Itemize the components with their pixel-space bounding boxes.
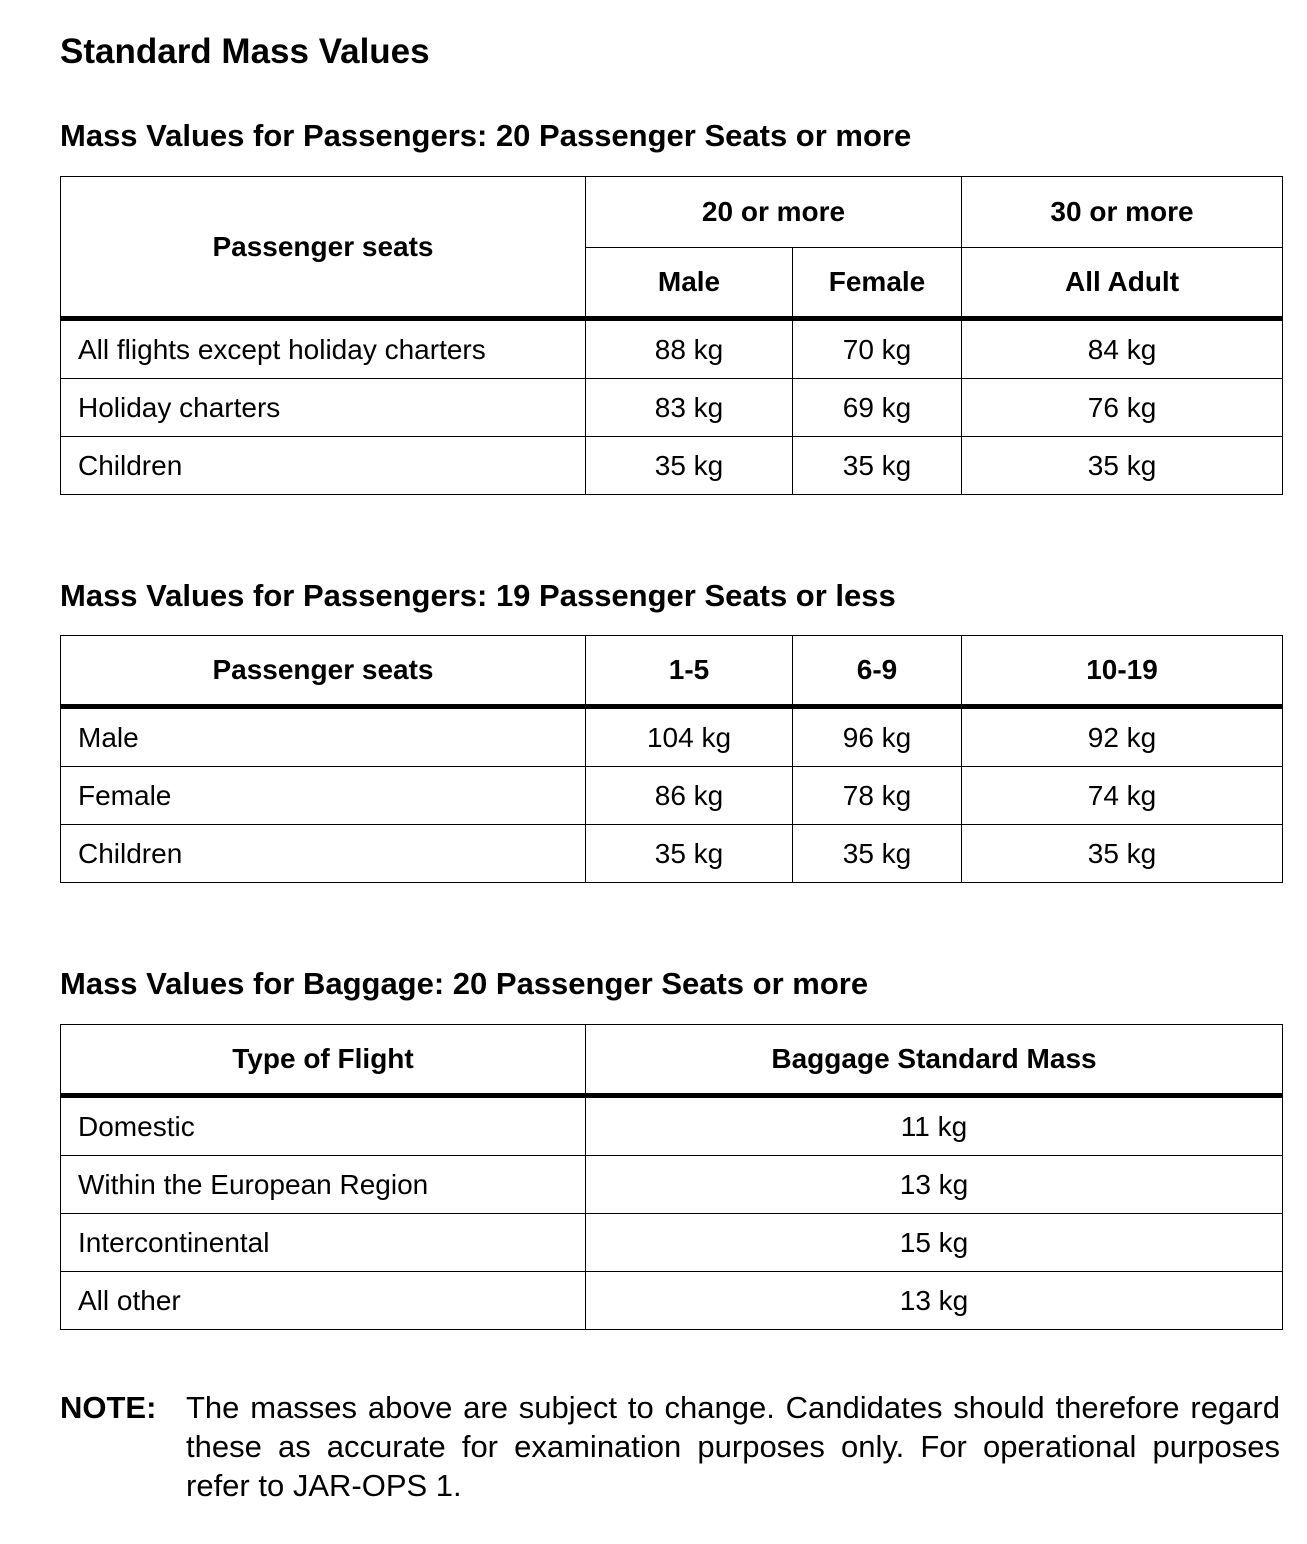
table-row — [61, 1214, 1283, 1272]
column-header-passenger-seats: Passenger seats — [61, 636, 586, 707]
column-header-6-9: 6-9 — [793, 636, 962, 707]
table1-title: Mass Values for Passengers: 20 Passenger Seats or more — [60, 118, 912, 153]
cell-value: 84 kg — [962, 319, 1283, 379]
cell-value: 96 kg — [793, 707, 962, 767]
passenger-mass-table-19-or-less — [60, 635, 1283, 883]
note-text: The masses above are subject to change. Candidates should therefore regard these as accurate for examination purposes only. For operational purposes refer to JAR-OPS 1. — [186, 1390, 1280, 1503]
row-label: All other — [61, 1272, 586, 1330]
column-header-male: Male — [586, 248, 793, 319]
page-title: Standard Mass Values — [60, 32, 430, 71]
passenger-mass-table-20-plus — [60, 176, 1283, 495]
note-label: NOTE: — [60, 1390, 157, 1425]
baggage-mass-table — [60, 1024, 1283, 1330]
column-header-female: Female — [793, 248, 962, 319]
column-header-type-of-flight: Type of Flight — [61, 1025, 586, 1096]
cell-value: 11 kg — [586, 1096, 1283, 1156]
cell-value: 15 kg — [586, 1214, 1283, 1272]
column-group-30-or-more: 30 or more — [962, 177, 1283, 248]
table3-title: Mass Values for Baggage: 20 Passenger Seats or more — [60, 966, 869, 1001]
table-row — [61, 825, 1283, 883]
row-label: Intercontinental — [61, 1214, 586, 1272]
cell-value: 13 kg — [586, 1272, 1283, 1330]
table-header-row — [61, 636, 1283, 707]
cell-value: 35 kg — [586, 437, 793, 495]
row-label: All flights except holiday charters — [61, 319, 586, 379]
table-row — [61, 319, 1283, 379]
cell-value: 70 kg — [793, 319, 962, 379]
cell-value: 35 kg — [586, 825, 793, 883]
row-label: Holiday charters — [61, 379, 586, 437]
column-group-20-or-more: 20 or more — [586, 177, 962, 248]
row-label: Male — [61, 707, 586, 767]
cell-value: 88 kg — [586, 319, 793, 379]
table2-title: Mass Values for Passengers: 19 Passenger Seats or less — [60, 578, 896, 613]
table-row — [61, 379, 1283, 437]
cell-value: 35 kg — [962, 437, 1283, 495]
cell-value: 92 kg — [962, 707, 1283, 767]
row-label: Domestic — [61, 1096, 586, 1156]
cell-value: 69 kg — [793, 379, 962, 437]
table-header-row — [61, 177, 1283, 248]
column-header-10-19: 10-19 — [962, 636, 1283, 707]
column-header-passenger-seats: Passenger seats — [61, 177, 586, 319]
cell-value: 13 kg — [586, 1156, 1283, 1214]
table-row — [61, 1156, 1283, 1214]
cell-value: 35 kg — [793, 437, 962, 495]
table-header-row — [61, 1025, 1283, 1096]
cell-value: 35 kg — [793, 825, 962, 883]
cell-value: 76 kg — [962, 379, 1283, 437]
cell-value: 83 kg — [586, 379, 793, 437]
column-header-1-5: 1-5 — [586, 636, 793, 707]
cell-value: 86 kg — [586, 767, 793, 825]
cell-value: 35 kg — [962, 825, 1283, 883]
note — [60, 1388, 1280, 1505]
cell-value: 74 kg — [962, 767, 1283, 825]
table-row — [61, 707, 1283, 767]
row-label: Children — [61, 825, 586, 883]
row-label: Female — [61, 767, 586, 825]
table-row — [61, 1096, 1283, 1156]
row-label: Children — [61, 437, 586, 495]
cell-value: 78 kg — [793, 767, 962, 825]
cell-value: 104 kg — [586, 707, 793, 767]
table-row — [61, 1272, 1283, 1330]
column-header-baggage-standard-mass: Baggage Standard Mass — [586, 1025, 1283, 1096]
row-label: Within the European Region — [61, 1156, 586, 1214]
column-header-all-adult: All Adult — [962, 248, 1283, 319]
table-row — [61, 437, 1283, 495]
table-row — [61, 767, 1283, 825]
